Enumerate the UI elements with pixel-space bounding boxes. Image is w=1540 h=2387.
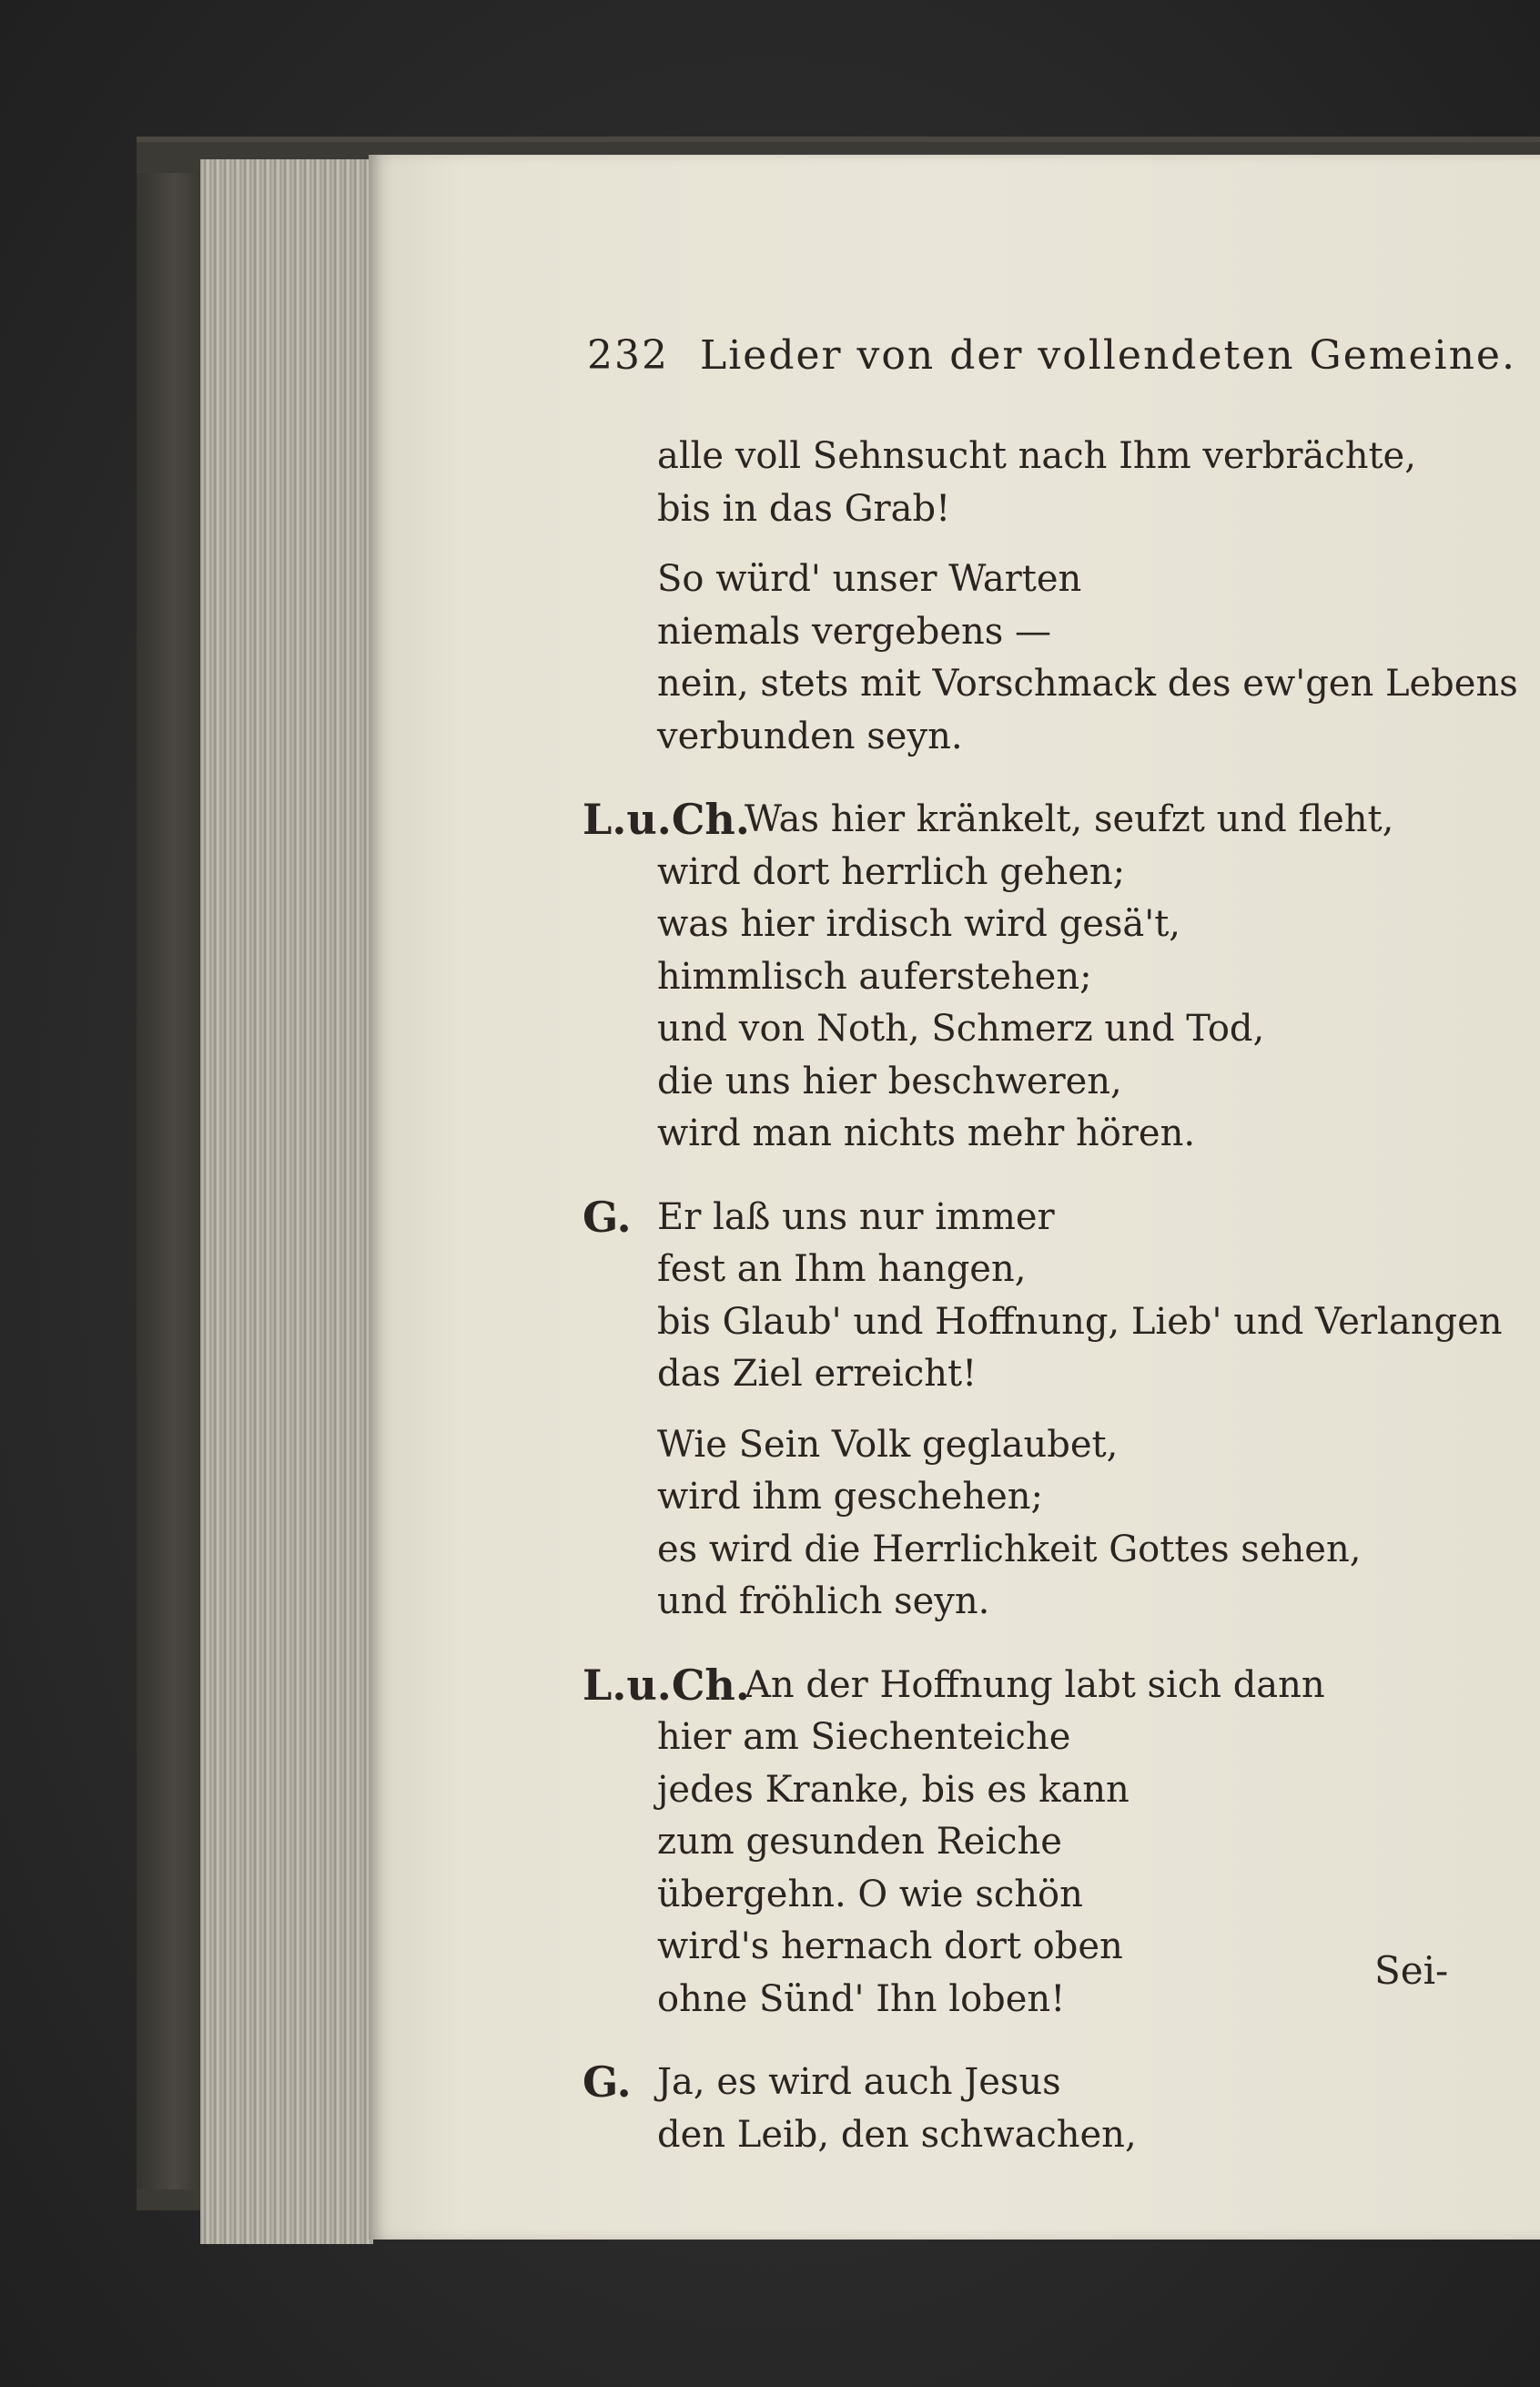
- verse-line: bis in das Grab!: [657, 487, 951, 530]
- speaker-label: L.u.Ch.: [583, 795, 750, 844]
- verse-line: bis Glaub' und Hoffnung, Lieb' und Verlangen: [657, 1300, 1503, 1343]
- verse-line: niemals vergebens —: [657, 610, 1051, 653]
- running-title: Lieder von der vollendeten Gemeine.: [699, 332, 1516, 379]
- verse-line: alle voll Sehnsucht nach Ihm verbrächte,: [657, 435, 1416, 477]
- speaker-label: L.u.Ch.: [583, 1660, 750, 1710]
- verse-line: es wird die Herrlichkeit Gottes sehen,: [657, 1528, 1362, 1570]
- verse-line: verbunden seyn.: [657, 715, 963, 757]
- verse-line: jedes Kranke, bis es kann: [657, 1768, 1130, 1811]
- verse-line: wird ihm geschehen;: [657, 1476, 1043, 1518]
- page-edges: [200, 159, 373, 2244]
- catchword: Sei-: [1374, 1948, 1449, 1993]
- verse-line: Was hier kränkelt, seufzt und fleht,: [745, 798, 1394, 840]
- page-number: 232: [587, 332, 669, 379]
- verse-line: und von Noth, Schmerz und Tod,: [657, 1008, 1265, 1050]
- verse-line: himmlisch auferstehen;: [657, 955, 1092, 998]
- verse-line: übergehn. O wie schön: [657, 1873, 1083, 1915]
- verse-line: den Leib, den schwachen,: [657, 2113, 1137, 2156]
- running-head: [587, 332, 1516, 379]
- verse-line: die uns hier beschweren,: [657, 1060, 1122, 1102]
- verse-line: zum gesunden Reiche: [657, 1821, 1062, 1863]
- verse-line: hier am Siechenteiche: [657, 1716, 1071, 1758]
- verse-line: nein, stets mit Vorschmack des ew'gen Lebens: [657, 663, 1518, 705]
- verse-line: wird's hernach dort oben: [657, 1925, 1123, 1967]
- verse-line: ohne Sünd' Ihn loben!: [657, 1977, 1066, 2020]
- verse-line: fest an Ihm hangen,: [657, 1248, 1027, 1290]
- speaker-label: G.: [583, 2057, 632, 2107]
- verse-line: Wie Sein Volk geglaubet,: [657, 1423, 1119, 1466]
- speaker-label: G.: [583, 1192, 632, 1242]
- verse-line: Ja, es wird auch Jesus: [657, 2061, 1061, 2103]
- verse-line: Er laß uns nur immer: [657, 1195, 1055, 1238]
- verse-line: wird dort herrlich gehen;: [657, 850, 1126, 893]
- verse-line: und fröhlich seyn.: [657, 1580, 990, 1622]
- verse-line: was hier irdisch wird gesä't,: [657, 903, 1181, 945]
- verse-line: So würd' unser Warten: [657, 558, 1082, 600]
- verse-line: An der Hoffnung labt sich dann: [745, 1663, 1325, 1706]
- book-spine: [137, 173, 200, 2189]
- verse-line: wird man nichts mehr hören.: [657, 1112, 1196, 1154]
- verse-line: das Ziel erreicht!: [657, 1353, 978, 1395]
